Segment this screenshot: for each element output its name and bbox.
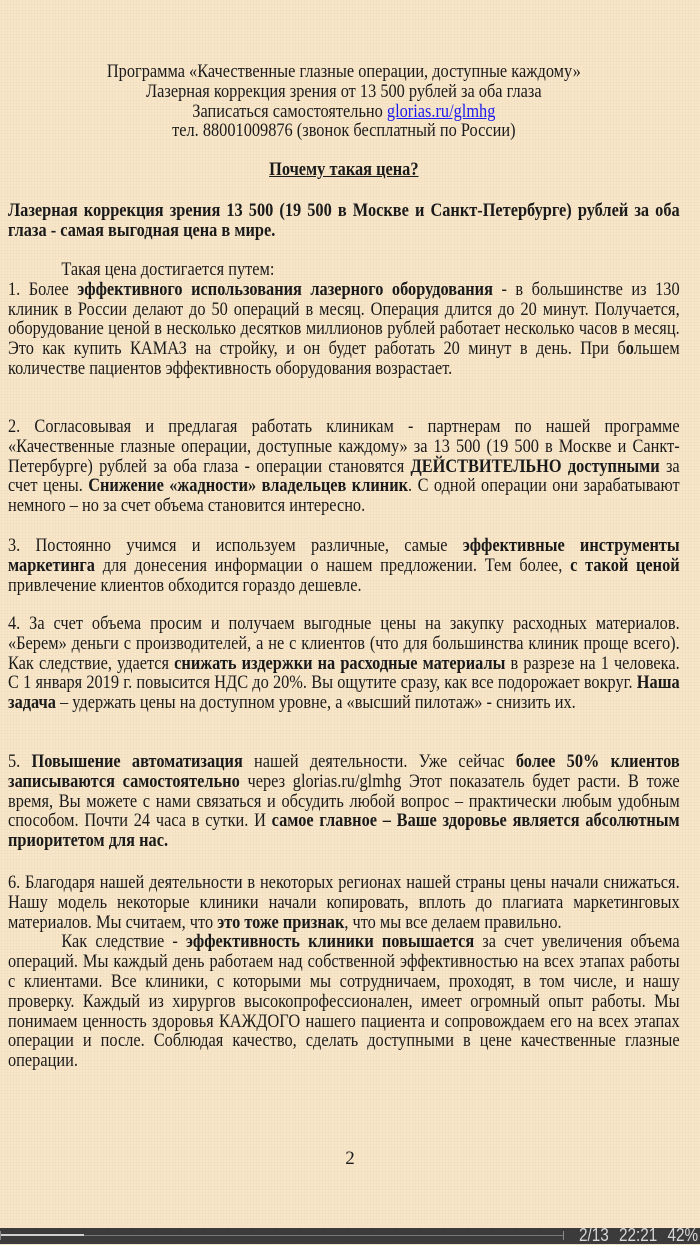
bold-text-segment: Наша задача (8, 672, 680, 714)
text-segment: 4. За счет объема просим и получаем выгодные цены на закупку расходных материалов. «Берем» деньги с производителей, а не с клиентов (что для большинства клиник проще всего). Как следствие, удается (8, 613, 680, 674)
text-segment: , что мы все делаем правильно. (344, 911, 562, 933)
signup-line (8, 102, 680, 122)
bold-text-segment: самое главное – Ваше здоровье является абсолютным приоритетом для нас. (8, 810, 680, 852)
paragraph-3 (8, 536, 680, 595)
bold-text-segment: более 50% клиентов записываются самостоятельно (8, 751, 680, 792)
text-segment: через glorias.ru/glmhg Этот показатель будет расти. В тоже время, Вы можете с нами связаться и обсудить любой вопрос – практически любым удобным способом. Почти 24 часа в сутки. И (8, 770, 680, 832)
bold-text-segment: эффективные инструменты маркетинга (8, 535, 680, 576)
bold-text-segment: эффективность клиники повышается (185, 931, 475, 953)
paragraph-6 (8, 873, 680, 932)
text-segment: 6. Благодаря нашей деятельности в некоторых регионах нашей страны цены начали снижаться. Нашу модель некоторые клиники начали копировать, вплоть до плагиата маркетинговых материалов. Мы считаем, что (8, 872, 680, 933)
progress-start-tick (0, 1231, 1, 1240)
progress-end-tick (563, 1231, 564, 1240)
paragraph-7 (8, 932, 680, 1071)
text-segment: Такая цена достигается путем: (61, 259, 275, 280)
text-segment: за счет цены. (8, 455, 680, 497)
reader-status-bar (0, 1225, 700, 1245)
paragraph-4 (8, 614, 680, 713)
text-segment: 3. Постоянно учимся и используем различные, самые (8, 535, 463, 556)
section-heading: Почему такая цена? (269, 159, 419, 180)
text-segment: 1. Более (8, 278, 78, 300)
bold-text-segment: это тоже признак (217, 911, 345, 933)
document-header (8, 62, 680, 141)
text-segment: 5. (8, 751, 32, 772)
bold-text-segment: ДЕЙСТВИТЕЛЬНО доступными (410, 455, 660, 477)
status-info (569, 1226, 698, 1244)
text-segment: привлечение клиентов обходится гораздо дешевле. (8, 574, 362, 596)
text-segment: для донесения информации о нашем предложении. Тем более, (94, 554, 571, 576)
price-line: Лазерная коррекция зрения от 13 500 рублей за оба глаза (146, 80, 542, 102)
signup-link[interactable]: glorias.ru/glmhg (386, 100, 496, 122)
bold-text-segment: о (625, 338, 634, 360)
text-segment: – удержать цены на доступном уровне, а «высший пилотаж» - снизить их. (55, 692, 576, 714)
phone-line: тел. 88001009876 (звонок бесплатный по России) (172, 120, 516, 142)
page-counter: 2/13 (578, 1225, 609, 1245)
paragraph-intro (8, 260, 680, 280)
program-title: Программа «Качественные глазные операции, доступные каждому» (106, 61, 581, 82)
bold-text-segment: Снижение «жадности» владельцев клиник (88, 475, 409, 497)
paragraph-1 (8, 280, 680, 379)
text-segment: в разрезе на 1 человека. С 1 января 2019 г. повысится НДС до 20%. Вы ощутите сразу, как все подорожает вокруг. (8, 652, 680, 694)
bold-text-segment: снижать издержки на расходные материалы (174, 652, 506, 674)
signup-text: Записаться самостоятельно (192, 100, 387, 122)
text-segment: Как следствие - (61, 931, 186, 953)
bold-text-segment: Повышение автоматизация (31, 751, 243, 772)
bold-text-segment: Лазерная коррекция зрения 13 500 (19 500 в Москве и Санкт-Петербурге) рублей за оба глаза - самая выгодная цена в мире. (8, 200, 680, 241)
paragraph-group-6 (8, 873, 680, 1071)
page-number: 2 (345, 1148, 355, 1169)
text-segment: . С одной операции они зарабатывают немного – но за счет объема становится интересно. (8, 475, 680, 517)
clock: 22:21 (618, 1225, 658, 1245)
text-segment: за счет увеличения объема операций. Мы каждый день работаем над собственной эффективностью на всех этапах работы с клиентами. Все клиники, с которыми мы сотрудничаем, проходят, в том числе, и нашу проверку. Каждый из хирургов высокопрофессионален, имеет огромный опыт работы. Мы понимаем ценность здоровья КАЖДОГО нашего пациента и сопровождаем его на всех этапах операции и после. Соблюдая качество, сделать доступными в цене качественные глазные операции. (8, 931, 680, 1072)
reading-progress-fill (0, 1234, 84, 1236)
bold-text-segment: с такой ценой (570, 554, 680, 576)
paragraph-group-1 (8, 260, 680, 379)
text-segment: нашей деятельности. Уже сейчас (242, 751, 516, 772)
paragraph-2 (8, 417, 680, 516)
text-segment: - в большинстве из 130 клиник в России делают до 50 операций в месяц. Операция длится до 20 минут. Получается, оборудование ценой в несколько десятков миллионов рублей работает несколько часов в месяц. Это как купить КАМАЗ на стройку, и он будет работать 20 минут в день. При б (8, 278, 680, 360)
battery-level: 42% (667, 1225, 698, 1245)
text-segment: 2. Согласовывая и предлагая работать клиникам - партнерам по нашей программе «Качественные глазные операции, доступные каждому» за 13 500 (19 500 в Москве и Санкт-Петербурге) рублей за оба глаза - операции становятся (8, 416, 680, 477)
text-segment: льшем количестве пациентов эффективность оборудования возрастает. (8, 338, 680, 379)
reading-progress-track[interactable] (0, 1235, 563, 1236)
bold-text-segment: эффективного использования лазерного оборудования (77, 278, 493, 300)
paragraph-lead (8, 201, 680, 241)
paragraph-5 (8, 752, 680, 851)
